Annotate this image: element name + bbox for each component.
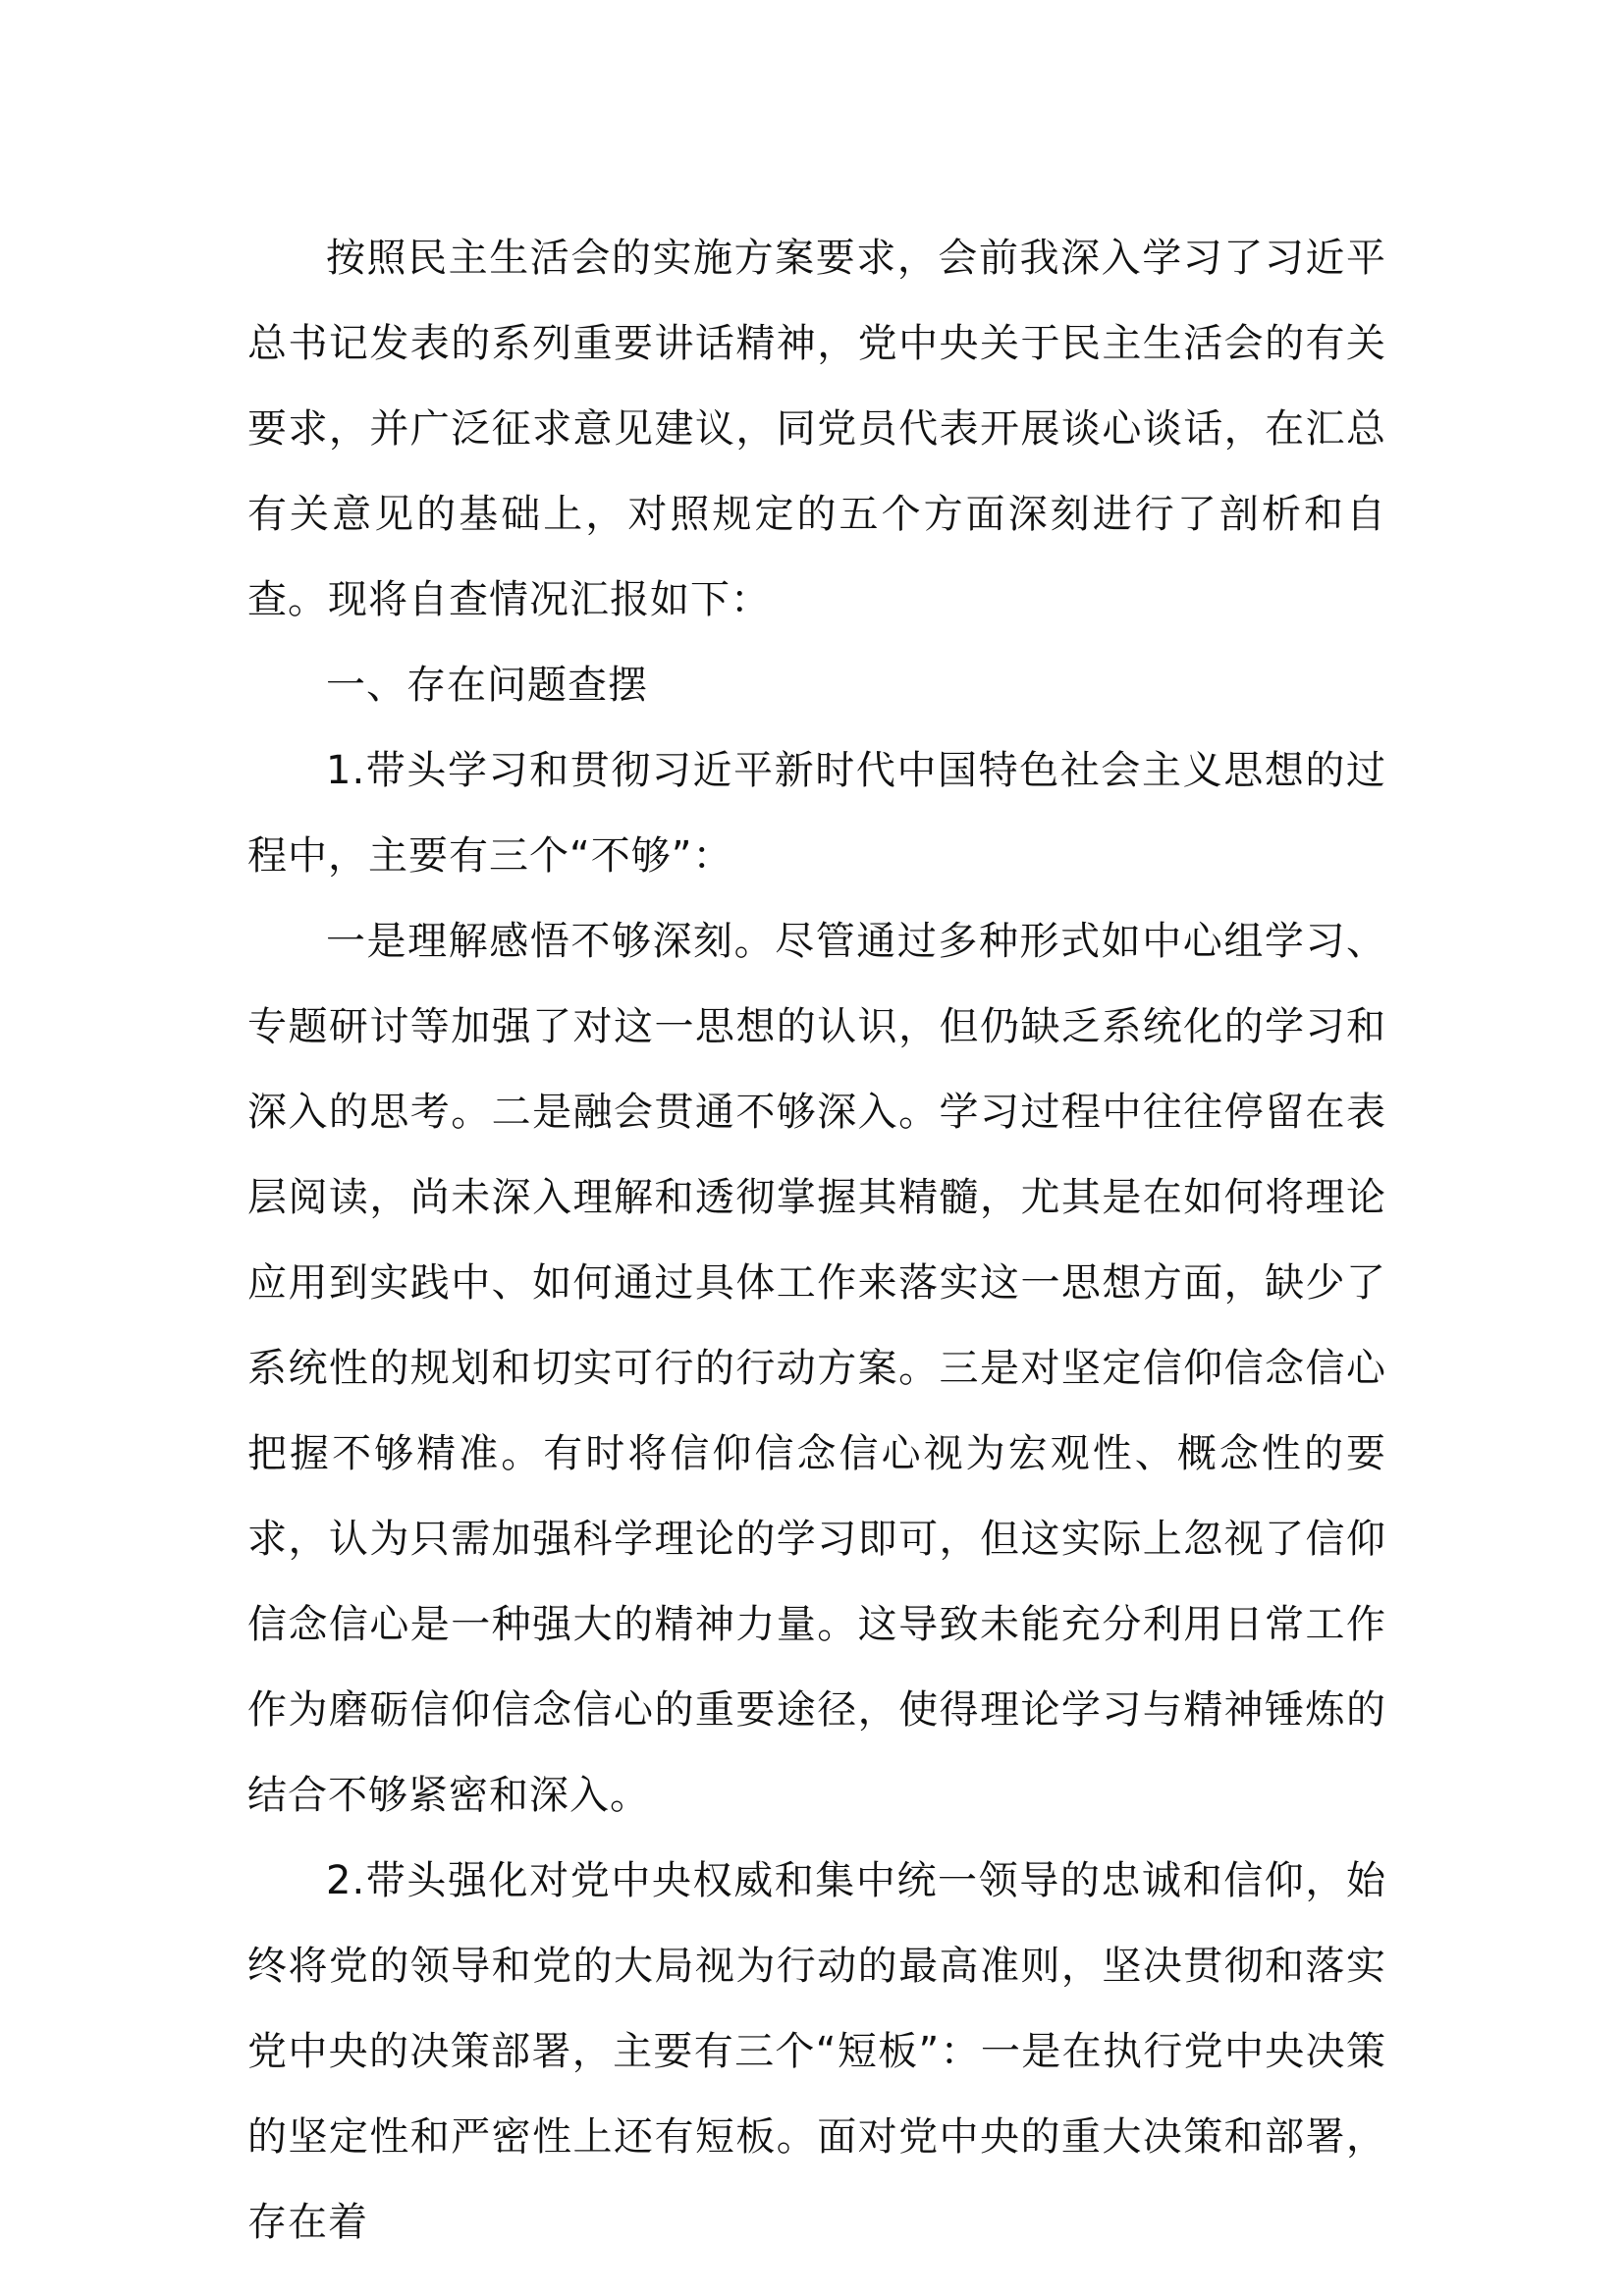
section-heading-problems: 一、存在问题查摆 <box>326 663 648 708</box>
paragraph-item-1-title: 1.带头学习和贯彻习近平新时代中国特色社会主义思想的过程中，主要有三个“不够”： <box>247 748 1386 879</box>
paragraph-intro: 按照民主生活会的实施方案要求，会前我深入学习了习近平总书记发表的系列重要讲话精神，党中央关于民主生活会的有关要求，并广泛征求意见建议，同党员代表开展谈心谈话，在汇总有关意见的基础上，对照规定的五个方面深刻进行了剖析和自查。现将自查情况汇报如下： <box>247 236 1386 622</box>
paragraph-item-1-body: 一是理解感悟不够深刻。尽管通过多种形式如中心组学习、专题研讨等加强了对这一思想的认识，但仍缺乏系统化的学习和深入的思考。二是融会贯通不够深入。学习过程中往往停留在表层阅读，尚未深入理解和透彻掌握其精髓，尤其是在如何将理论应用到实践中、如何通过具体工作来落实这一思想方面，缺少了系统性的规划和切实可行的行动方案。三是对坚定信仰信念信心把握不够精准。有时将信仰信念信心视为宏观性、概念性的要求，认为只需加强科学理论的学习即可，但这实际上忽视了信仰信念信心是一种强大的精神力量。这导致未能充分利用日常工作作为磨砺信仰信念信心的重要途径，使得理论学习与精神锤炼的结合不够紧密和深入。 <box>247 919 1386 1818</box>
document-body <box>247 216 1386 2266</box>
paragraph-item-2: 2.带头强化对党中央权威和集中统一领导的忠诚和信仰，始终将党的领导和党的大局视为行动的最高准则，坚决贯彻和落实党中央的决策部署，主要有三个“短板”：一是在执行党中央决策的坚定性和严密性上还有短板。面对党中央的重大决策和部署，存在着 <box>247 1858 1386 2245</box>
